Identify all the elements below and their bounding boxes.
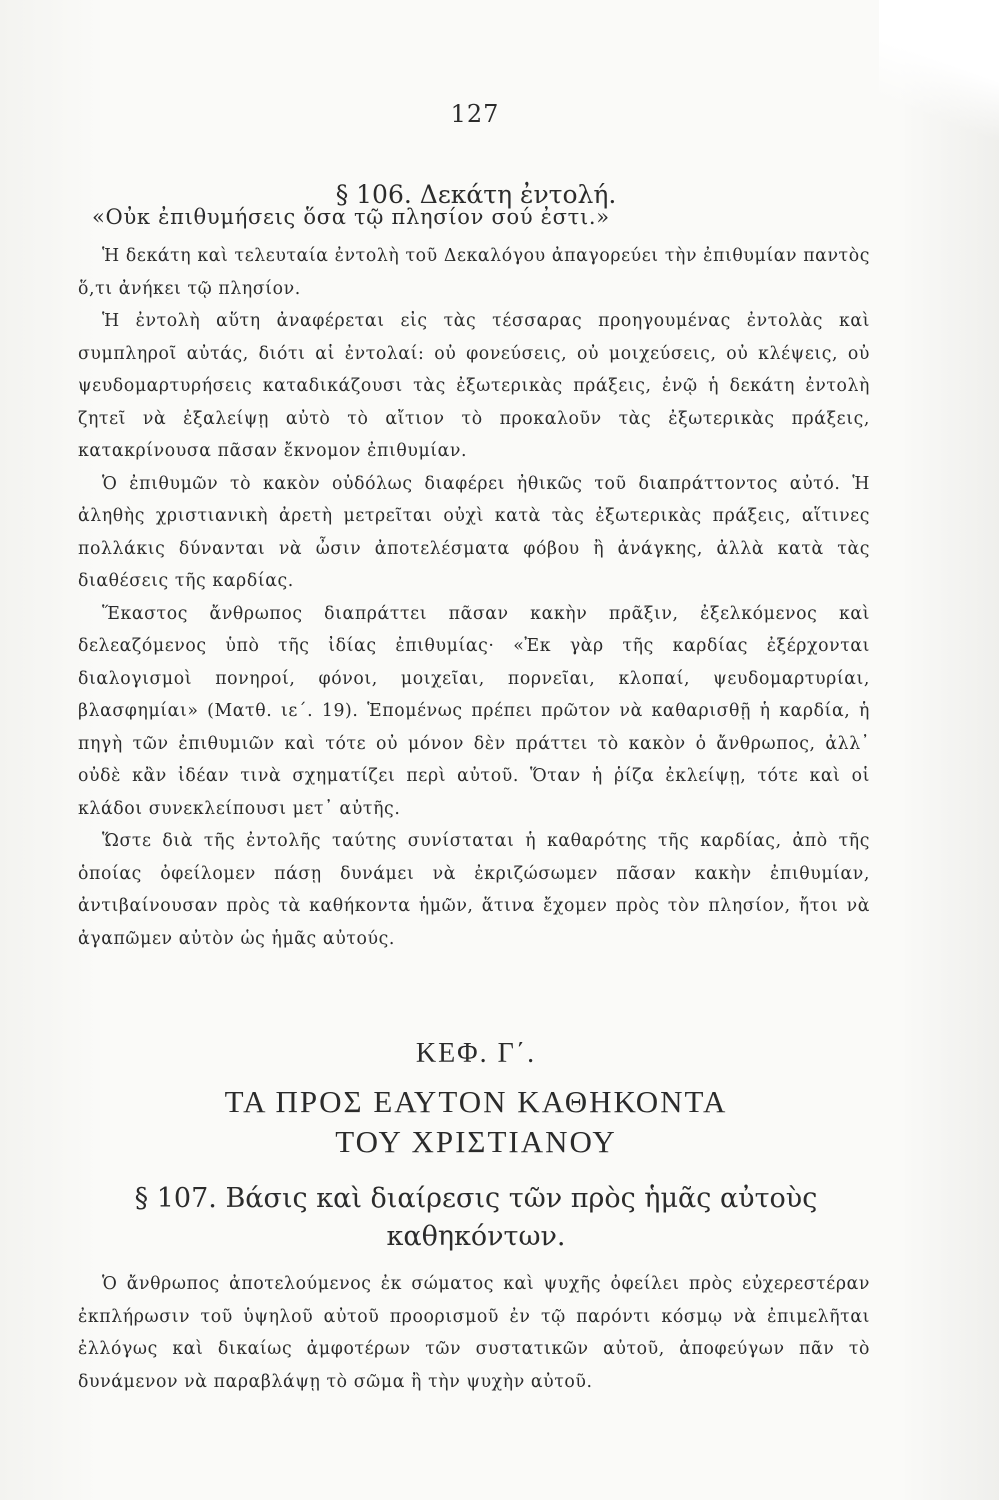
page-number: 127: [450, 100, 500, 128]
paragraph: Ἡ ἐντολὴ αὕτη ἀναφέρεται εἰς τὰς τέσσαρας προηγουμένας ἐντολὰς καὶ συμπληροῖ αὐτάς, διότι αἱ ἐντολαί: οὐ φονεύσεις, οὐ μοιχεύσεις, οὐ κλέψεις, οὐ ψευδομαρτυρήσεις καταδικάζουσι τὰς ἐξωτερικὰς πράξεις, ἐνῷ ἡ δεκάτη ἐντολὴ ζητεῖ νὰ ἐξαλείψῃ αὐτὸ τὸ αἴτιον τὸ προκαλοῦν τὰς ἐξωτερικὰς πράξεις, κατακρίνουσα πᾶσαν ἔκνομον ἐπιθυμίαν.: [78, 311, 870, 461]
section-107-heading: § 107. Βάσις καὶ διαίρεσις τῶν πρὸς ἡμᾶς αὐτοὺς καθηκόντων.: [134, 1183, 818, 1252]
chapter-number: ΚΕΦ. Γ΄.: [415, 1038, 537, 1069]
paragraph: Ὥστε διὰ τῆς ἐντολῆς ταύτης συνίσταται ἡ καθαρότης τῆς καρδίας, ἀπὸ τῆς ὁποίας ὀφείλομεν πάσῃ δυνάμει νὰ ἐκριζώσωμεν πᾶσαν κακὴν ἐπιθυμίαν, ἀντιβαίνουσαν πρὸς τὰ καθήκοντα ἡμῶν, ἅτινα ἔχομεν πρὸς τὸν πλησίον, ἤτοι νὰ ἀγαπῶμεν αὐτὸν ὡς ἡμᾶς αὐτούς.: [78, 831, 870, 949]
chapter-title-line-1: ΤΑ ΠΡΟΣ ΕΑΥΤΟΝ ΚΑΘΗΚΟΝΤΑ: [224, 1084, 728, 1119]
chapter-title-line-2: ΤΟΥ ΧΡΙΣΤΙΑΝΟΥ: [335, 1124, 617, 1159]
paragraph: Ὁ ἄνθρωπος ἀποτελούμενος ἐκ σώματος καὶ ψυχῆς ὀφείλει πρὸς εὐχερεστέραν ἐκπλήρωσιν τοῦ ὑψηλοῦ αὐτοῦ προορισμοῦ ἐν τῷ παρόντι κόσμῳ νὰ ἐπιμελῆται ἐλλόγως καὶ δικαίως ἀμφοτέρων τῶν συστατικῶν αὐτοῦ, ἀποφεύγων πᾶν τὸ δυνάμενον νὰ παραβλάψῃ τὸ σῶμα ἢ τὴν ψυχὴν αὐτοῦ.: [78, 1274, 870, 1392]
section-107-body: [78, 1268, 870, 1398]
paragraph: Ἕκαστος ἄνθρωπος διαπράττει πᾶσαν κακὴν πρᾶξιν, ἐξελκόμενος καὶ δελεαζόμενος ὑπὸ τῆς ἰδίας ἐπιθυμίας· «Ἐκ γὰρ τῆς καρδίας ἐξέρχονται διαλογισμοὶ πονηροί, φόνοι, μοιχεῖαι, πορνεῖαι, κλοπαί, ψευδομαρτυρίαι, βλασφημίαι» (Ματθ. ιε΄. 19). Ἑπομένως πρέπει πρῶτον νὰ καθαρισθῇ ἡ καρδία, ἡ πηγὴ τῶν ἐπιθυμιῶν καὶ τότε οὐ μόνον δὲν πράττει τὸ κακὸν ὁ ἄνθρωπος, ἀλλ᾽ οὐδὲ κἂν ἰδέαν τινὰ σχηματίζει περὶ αὐτοῦ. Ὅταν ἡ ῥίζα ἐκλείψῃ, τότε καὶ οἱ κλάδοι συνεκλείπουσι μετ᾽ αὐτῆς.: [78, 603, 870, 819]
section-106-heading: § 106. Δεκάτη ἐντολή.: [335, 180, 617, 209]
commandment-quote: «Οὐκ ἐπιθυμήσεις ὅσα τῷ πλησίον σού ἐστι.»: [92, 205, 610, 229]
section-106-body: [78, 240, 870, 955]
paragraph: Ὁ ἐπιθυμῶν τὸ κακὸν οὐδόλως διαφέρει ἠθικῶς τοῦ διαπράττοντος αὐτό. Ἡ ἀληθὴς χριστιανικὴ ἀρετὴ μετρεῖται οὐχὶ κατὰ τὰς ἐξωτερικὰς πράξεις, αἵτινες πολλάκις δύνανται νὰ ὦσιν ἀποτελέσματα φόβου ἢ ἀνάγκης, ἀλλὰ κατὰ τὰς διαθέσεις τῆς καρδίας.: [78, 473, 870, 591]
paragraph: Ἡ δεκάτη καὶ τελευταία ἐντολὴ τοῦ Δεκαλόγου ἀπαγορεύει τὴν ἐπιθυμίαν παντὸς ὅ,τι ἀνήκει τῷ πλησίον.: [78, 246, 870, 299]
page-corner-shadow: [879, 0, 999, 160]
